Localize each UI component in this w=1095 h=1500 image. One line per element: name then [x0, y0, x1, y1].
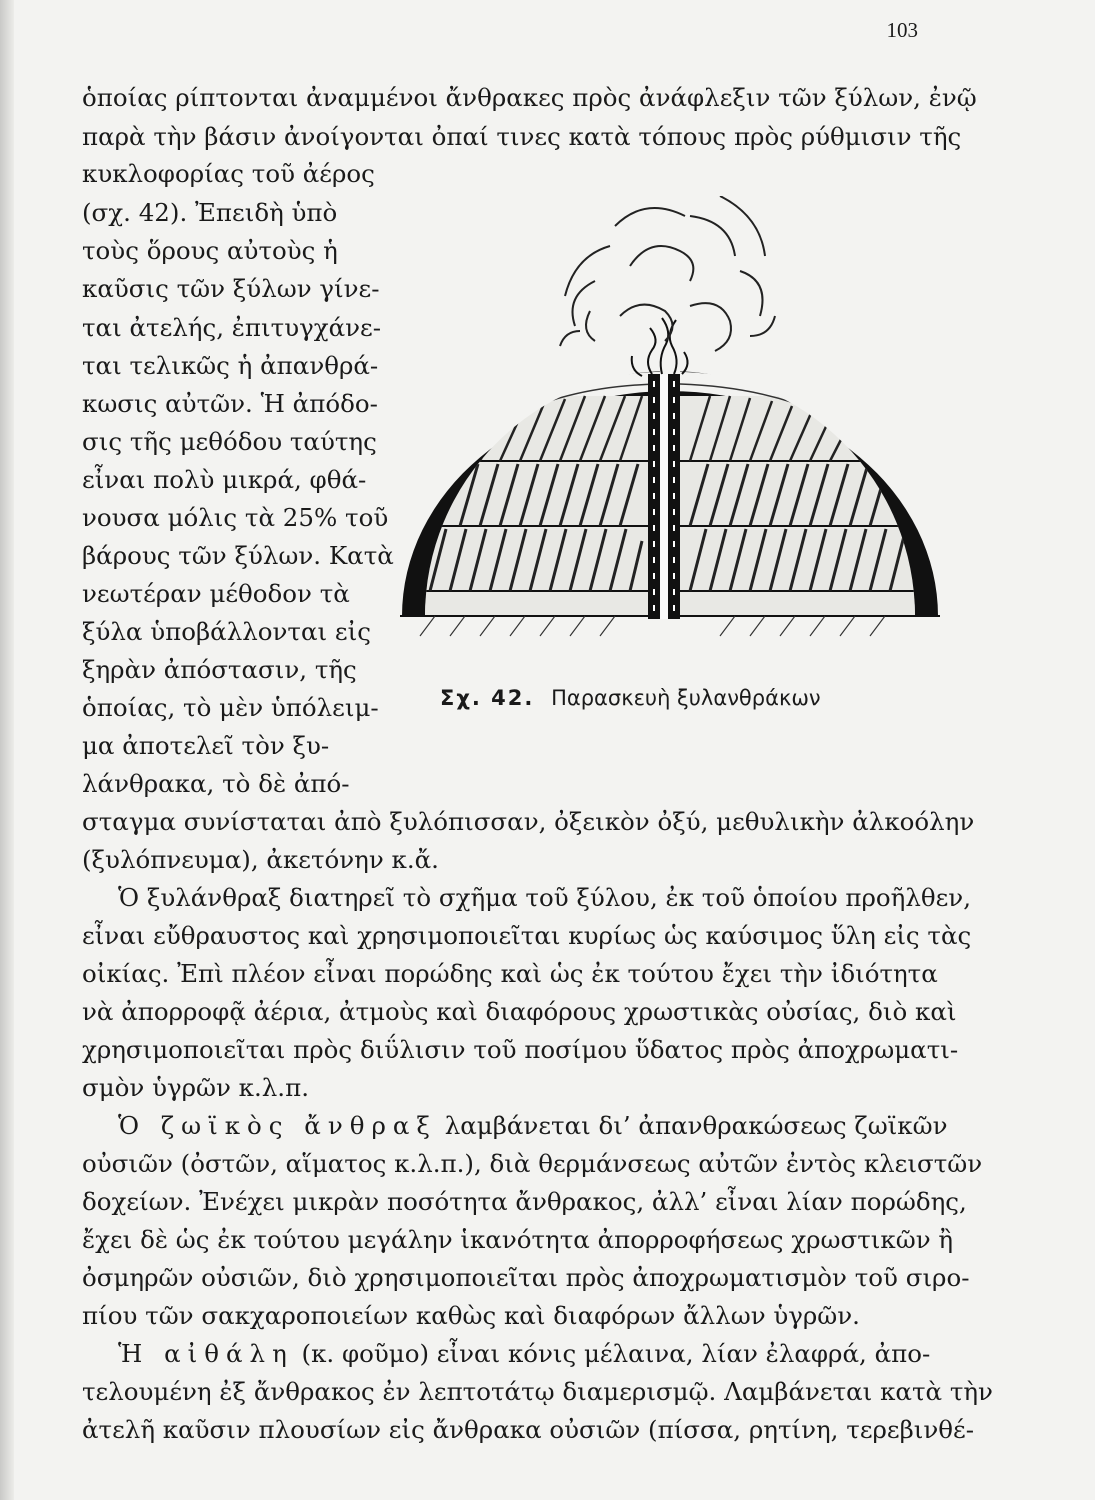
page-number: 103 [886, 18, 918, 42]
text-line: Ὁ ξυλάνθραξ διατηρεῖ τὸ σχῆμα τοῦ ξύλου, ἐκ τοῦ ὁποίου προῆλθεν, [118, 883, 971, 912]
text-line: ξύλα ὑποβάλλονται εἰς [82, 617, 371, 646]
text-line: εἶναι εὔθραυστος καὶ χρησιμοποιεῖται κυρίως ὡς καύσιμος ὕλη εἰς τὰς [82, 921, 972, 950]
text-line: ὁποίας, τὸ μὲν ὑπόλειμ- [82, 693, 379, 722]
text-line: (ξυλόπνευμα), ἀκετόνην κ.ἄ. [82, 845, 439, 874]
text-line: ἔχει δὲ ὡς ἐκ τούτου μεγάλην ἱκανότητα ἀπορροφήσεως χρωστικῶν ἢ [82, 1225, 954, 1254]
text-line: βάρους τῶν ξύλων. Κατὰ [82, 541, 394, 570]
charcoal-kiln-illustration [390, 196, 950, 671]
text-line: λάνθρακα, τὸ δὲ ἀπό- [82, 769, 350, 798]
text-line: νουσα μόλις τὰ 25% τοῦ [82, 503, 389, 532]
text-line: χρησιμοποιεῖται πρὸς διΰλισιν τοῦ ποσίμου ὕδατος πρὸς ἀποχρωματι- [82, 1035, 959, 1064]
text-line: οἰκίας. Ἐπὶ πλέον εἶναι πορώδης καὶ ὡς ἐκ τούτου ἔχει τὴν ἰδιότητα [82, 959, 938, 988]
page-edge-shadow [0, 0, 14, 1500]
text-line: τελουμένη ἐξ ἄνθρακος ἐν λεπτοτάτῳ διαμερισμῷ. Λαμβάνεται κατὰ τὴν [82, 1377, 993, 1406]
text-line: ται ἀτελής, ἐπιτυγχάνε- [82, 313, 381, 342]
text-line [118, 1340, 930, 1368]
text-line-rest: λαμβάνεται δι’ ἀπανθρακώσεως ζωϊκῶν [444, 1111, 948, 1140]
text-line: κωσις αὐτῶν. Ἡ ἀπόδο- [82, 389, 378, 418]
text-line: εἶναι πολὺ μικρά, φθά- [82, 465, 367, 494]
text-line: δοχείων. Ἐνέχει μικρὰν ποσότητα ἄνθρακος, ἀλλ’ εἶναι λίαν πορώδης, [82, 1187, 967, 1216]
text-line: οὐσιῶν (ὀστῶν, αἵματος κ.λ.π.), διὰ θερμάνσεως αὐτῶν ἐντὸς κλειστῶν [82, 1149, 983, 1178]
figure-label: Σχ. 42. [440, 686, 535, 710]
text-line: παρὰ τὴν βάσιν ἀνοίγονται ὀπαί τινες κατὰ τόπους πρὸς ρύθμισιν τῆς [82, 122, 962, 151]
kiln-chimney [648, 374, 680, 619]
text-line: νὰ ἀπορροφᾷ ἀέρια, ἀτμοὺς καὶ διαφόρους χρωστικὰς οὐσίας, διὸ καὶ [82, 997, 957, 1026]
text-line: τοὺς ὅρους αὐτοὺς ἡ [82, 236, 338, 265]
text-line: ξηρὰν ἀπόστασιν, τῆς [82, 655, 357, 684]
spaced-term-soot: Ἡ αἰθάλη [118, 1339, 294, 1368]
text-line-rest: (κ. φοῦμο) εἶναι κόνις μέλαινα, λίαν ἐλαφρά, ἀπο- [301, 1339, 931, 1368]
text-line: σταγμα συνίσταται ἀπὸ ξυλόπισσαν, ὀξεικὸν ὀξύ, μεθυλικὴν ἀλκοόλην [82, 807, 975, 836]
text-line: ται τελικῶς ἡ ἀπανθρά- [82, 351, 379, 380]
flame-icon [632, 318, 688, 376]
text-line: σμὸν ὑγρῶν κ.λ.π. [82, 1073, 309, 1102]
figure-caption [440, 686, 821, 710]
text-line [118, 1112, 947, 1140]
text-line: (σχ. 42). Ἐπειδὴ ὑπὸ [82, 198, 338, 227]
text-line: ὁποίας ρίπτονται ἀναμμένοι ἄνθρακες πρὸς ἀνάφλεξιν τῶν ξύλων, ἐνῷ [82, 83, 977, 112]
spaced-term-animal-charcoal: Ὁ ζωϊκὸς ἄνθραξ [118, 1111, 437, 1140]
figure-caption-text: Παρασκευὴ ξυλανθράκων [551, 686, 821, 710]
text-line: καῦσις τῶν ξύλων γίνε- [82, 274, 380, 303]
text-line: μα ἀποτελεῖ τὸν ξυ- [82, 731, 330, 760]
figure-charcoal-kiln [390, 196, 950, 671]
text-line: ἀτελῆ καῦσιν πλουσίων εἰς ἄνθρακα οὐσιῶν (πίσσα, ρητίνη, τερεβινθέ- [82, 1415, 974, 1444]
text-line: πίου τῶν σακχαροποιείων καθὼς καὶ διαφόρων ἄλλων ὑγρῶν. [82, 1301, 860, 1330]
text-line: νεωτέραν μέθοδον τὰ [82, 579, 350, 608]
text-line: κυκλοφορίας τοῦ ἀέρος [82, 159, 375, 188]
text-line: ὀσμηρῶν οὐσιῶν, διὸ χρησιμοποιεῖται πρὸς ἀποχρωματισμὸν τοῦ σιρο- [82, 1263, 970, 1292]
text-line: σις τῆς μεθόδου ταύτης [82, 427, 377, 456]
